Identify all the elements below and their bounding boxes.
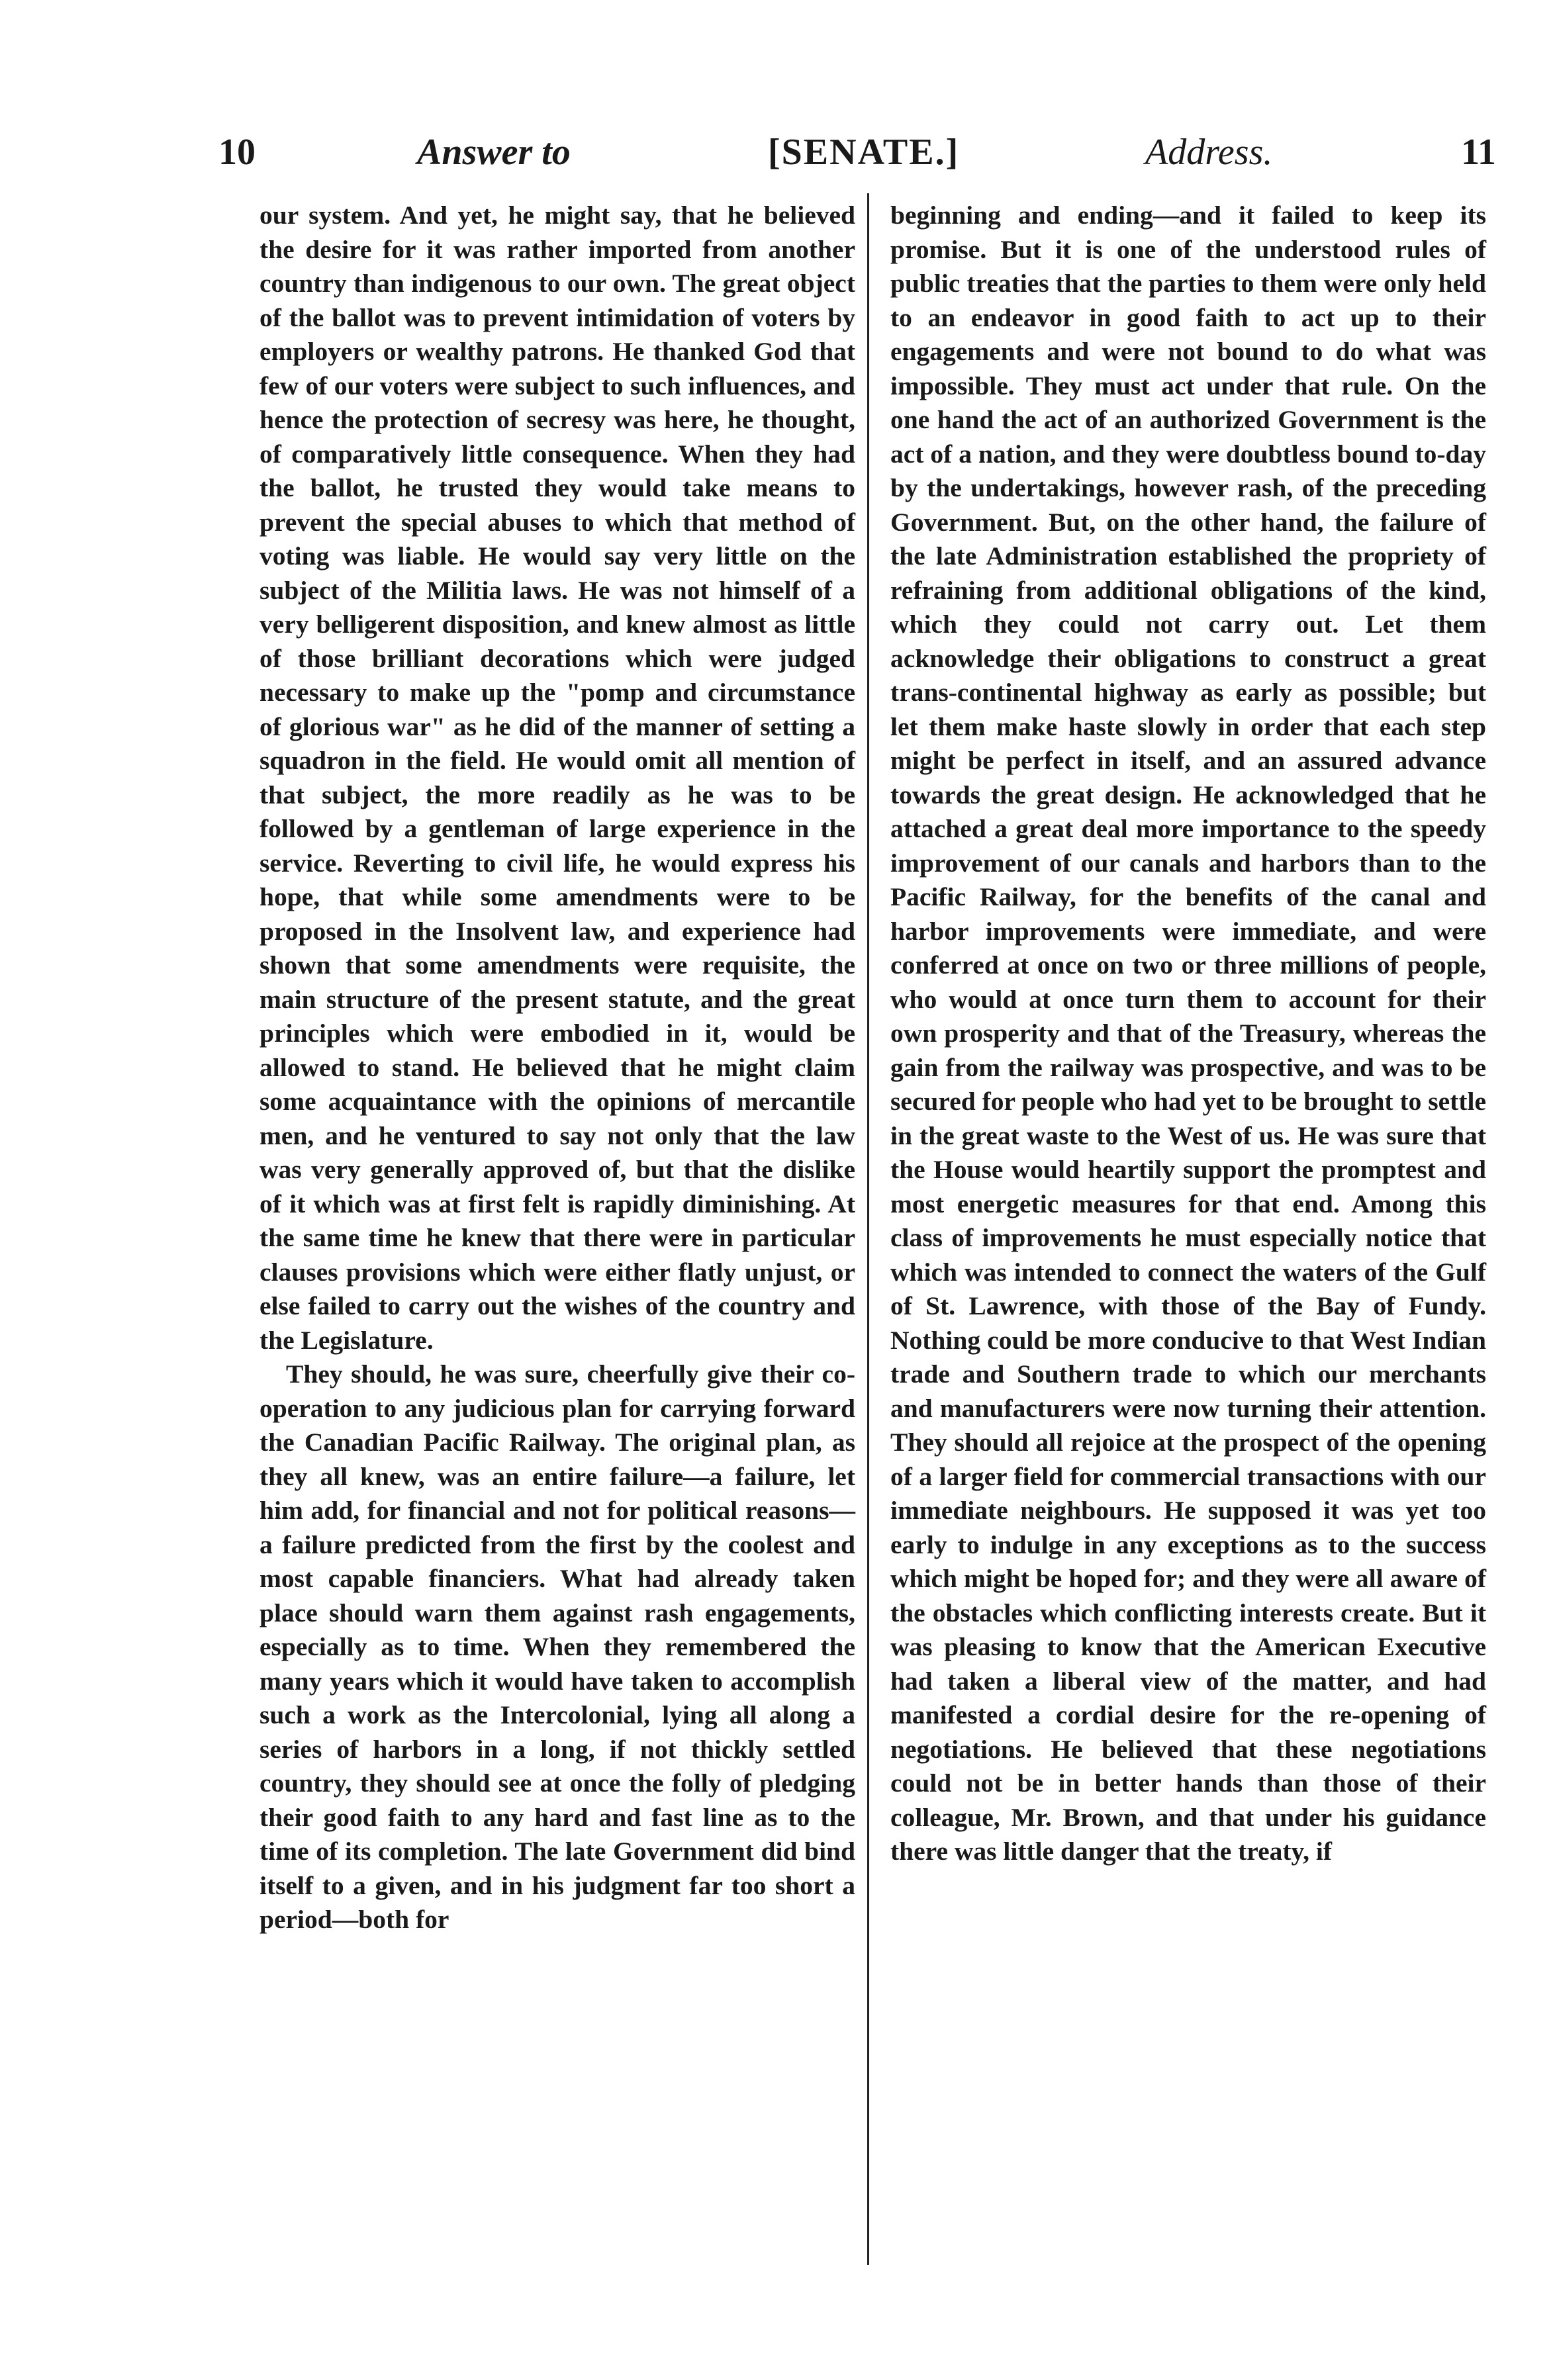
left-paragraph-2: They should, he was sure, cheerfully give their co-operation to any judicious plan for carrying forward the Canadian Pacific Railway. The original plan, as they all knew, was an entire failure—a failure, let him add, for financial and not for political reasons—a failure predicted from the first by the coolest and most capable financiers. What had already taken place should warn them against rash engagements, especially as to time. When they remembered the many years which it would have taken to accomplish such a work as the Intercolonial, lying all along a series of harbors in a long, if not thickly settled country, they should see at once the folly of pledging their good faith to any hard and fast line as to the time of its completion. The late Government did bind itself to a given, and in his judgment far too short a period—both for (259, 1359, 855, 1934)
running-title-center: [SENATE.] (768, 132, 960, 173)
running-title-right: Address. (1145, 132, 1273, 173)
right-column (890, 199, 1486, 1869)
left-paragraph-1: our system. And yet, he might say, that he believed the desire for it was rather imported from another country than indigenous to our own. The great object of the ballot was to prevent intimidation of voters by employers or wealthy patrons. He thanked God that few of our voters were subject to such influences, and hence the protection of secresy was here, he thought, of comparatively little consequence. When they had the ballot, he trusted they would take means to prevent the special abuses to which that method of voting was liable. He would say very little on the subject of the Militia laws. He was not himself of a very belligerent disposition, and knew almost as little of those brilliant decorations which were judged necessary to make up the "pomp and circumstance of glorious war" as he did of the manner of setting a squadron in the field. He would omit all mention of that subject, the more readily as he was to be followed by a gentleman of large experience in the service. Reverting to civil life, he would express his hope, that while some amendments were to be proposed in the Insolvent law, and experience had shown that some amendments were requisite, the main structure of the present statute, and the great principles which were embodied in it, would be allowed to stand. He believed that he might claim some acquaintance with the opinions of mercantile men, and he ventured to say not only that the law was very generally approved of, but that the dislike of it which was at first felt is rapidly diminishing. At the same time he knew that there were in particular clauses provisions which were either flatly unjust, or else failed to carry out the wishes of the country and the Legislature. (259, 201, 855, 1355)
right-paragraph-1: beginning and ending—and it failed to keep its promise. But it is one of the understood rules of public treaties that the parties to them were only held to an endeavor in good faith to act up to their engagements and were not bound to do what was impossible. They must act under that rule. On the one hand the act of an authorized Government is the act of a nation, and they were doubtless bound to-day by the undertakings, however rash, of the preceding Government. But, on the other hand, the failure of the late Administration established the propriety of refraining from additional obligations of the kind, which they could not carry out. Let them acknowledge their obligations to construct a great trans-continental highway as early as possible; but let them make haste slowly in order that each step might be perfect in itself, and an assured advance towards the great design. He acknowledged that he attached a great deal more importance to the speedy improvement of our canals and harbors than to the Pacific Railway, for the benefits of the canal and harbor improvements were immediate, and were conferred at once on two or three millions of people, who would at once turn them to account for their own prosperity and that of the Treasury, whereas the gain from the railway was prospective, and was to be secured for people who had yet to be brought to settle in the great waste to the West of us. He was sure that the House would heartily support the promptest and most energetic measures for that end. Among this class of improvements he must especially notice that which was intended to connect the waters of the Gulf of St. Lawrence, with those of the Bay of Fundy. Nothing could be more conducive to that West Indian trade and Southern trade to which our merchants and manufacturers were now turning their attention. They should all rejoice at the prospect of the opening of a larger field for commercial transactions with our immediate neighbours. He supposed it was yet too early to indulge in any exceptions as to the success which might be hoped for; and they were all aware of the obstacles which conflicting interests create. But it was pleasing to know that the American Executive had taken a liberal view of the matter, and had manifested a cordial desire for the re-opening of negotiations. He believed that these negotiations could not be in better hands than those of their colleague, Mr. Brown, and that under his guidance there was little danger that the treaty, if (890, 201, 1486, 1866)
left-column (259, 199, 855, 1937)
column-divider (867, 193, 869, 2265)
running-title-left: Answer to (417, 132, 571, 173)
page-number-left: 10 (218, 132, 256, 173)
page-number-right: 11 (1461, 132, 1496, 173)
page-header (218, 126, 1496, 185)
